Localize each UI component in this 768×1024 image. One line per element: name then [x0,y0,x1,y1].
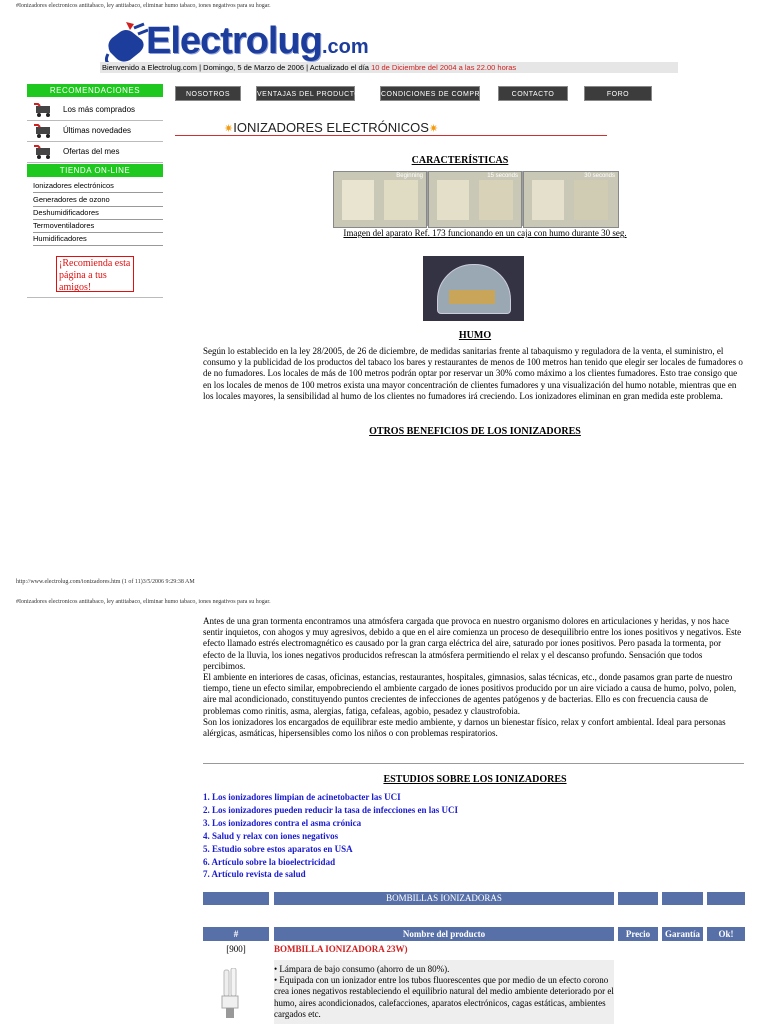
page-title: ✷IONIZADORES ELECTRÓNICOS✷ [224,120,439,135]
col-header-name: Nombre del producto [274,927,614,941]
nav-nosotros[interactable]: NOSOTROS [175,86,241,101]
col-header-price: Precio [618,927,658,941]
cart-icon [34,145,56,159]
star-icon: ✷ [224,123,234,135]
table-banner-cell [618,892,658,905]
shop-item-ozone[interactable]: Generadores de ozono [33,194,163,207]
sidebar-item-label: Ofertas del mes [63,147,120,156]
product-bullet: • Equipada con un ionizador entre los tubos fluorescentes que por medio de un efecto corono crea iones negativos restableciendo el equilibrio natural del medio ambiente deteriorado por el humo, aires acondicionados, calefacciones, aparatos electrónicos, cagas estáticas, ambientes cargados etc. [274,975,614,1019]
col-header-ref: # [203,927,269,941]
studies-list [203,791,458,881]
nav-contacto[interactable]: CONTACTO [498,86,568,101]
smoke-test-photo: Beginning 15 seconds 30 seconds [333,171,617,226]
sidebar-item-label: Últimas novedades [63,126,132,135]
col-header-ok: Ok! [707,927,745,941]
sidebar-item-best-sellers[interactable] [27,100,163,121]
study-link[interactable]: 7. Artículo revista de salud [203,869,306,880]
welcome-bar [100,62,678,73]
table-banner-cell [203,892,269,905]
table-banner-cell [707,892,745,905]
plug-logo-icon [104,22,148,66]
sidebar-divider [27,297,163,298]
print-header-title: #Ionizadores electronicos antitabaco, ley antitabaco, eliminar humo tabaco, iones negativos para su hogar. [16,3,271,9]
online-shop-header: TIENDA ON-LINE [27,164,163,177]
nav-ventajas[interactable]: VENTAJAS DEL PRODUCTO [256,86,355,101]
nav-condiciones[interactable]: CONDICIONES DE COMPRA [380,86,480,101]
shop-item-ionizers[interactable]: Ionizadores electrónicos [33,180,163,193]
sidebar-item-new[interactable] [27,121,163,142]
product-description [274,960,614,1024]
print-header-title: #Ionizadores electronicos antitabaco, ley antitabaco, eliminar humo tabaco, iones negativos para su hogar. [16,599,271,605]
updated-date: 10 de Diciembre del 2004 a las 22.00 horas [371,63,517,72]
nav-foro[interactable]: FORO [584,86,652,101]
smoke-heading: HUMO [458,330,492,341]
study-link[interactable]: 3. Los ionizadores contra el asma crónica [203,817,362,828]
studies-heading: ESTUDIOS SOBRE LOS IONIZADORES [383,774,567,785]
section-divider [203,763,744,764]
col-header-warranty: Garantía [662,927,703,941]
benefits-paragraph: Antes de una gran tormenta encontramos una atmósfera cargada que provoca en nuestro organismo dolores en articulaciones y heridas, y nos hace sentir inquietos, con ahogos y muy agresivos, debido a que en el aire comienza un proceso de desequilibrio entre los iones positivos y negativos. Este efecto llamado estrés electromagnético es causado por la gran carga eléctrica del aire, saturado por iones positivos. Pero pasada la tormenta, por efecto de la lluvia, los iones negativos producidos refrescan la atmósfera permitiendo el relax y el descanso profundo. Sensación que todos percibimos. [203,616,742,671]
features-heading: CARACTERÍSTICAS [411,155,509,166]
sidebar-item-offers[interactable] [27,142,163,163]
cart-icon [34,103,56,117]
study-link[interactable]: 1. Los ionizadores limpian de acinetobacter las UCI [203,792,401,802]
study-link[interactable]: 6. Artículo sobre la bioelectricidad [203,856,336,867]
title-underline [175,135,607,136]
study-link[interactable]: 4. Salud y relax con iones negativos [203,830,339,841]
ionizer-device-photo [423,256,524,321]
table-banner: BOMBILLAS IONIZADORAS [274,892,614,905]
sidebar-item-label: Los más comprados [63,105,136,114]
benefits-paragraph: El ambiente en interiores de casas, oficinas, estancias, restaurantes, hospitales, gimnasios, salas técnicas, etc., donde pasamos gran parte de nuestro tiempo, tiene un efecto similar, empobreciendo el ambiente cargado de iones positivos producido por un aire viciado a causa de humo, polvo, polen, aire mal acondicionado, constituyendo puntos crecientes de infecciones de agentes patógenos y de bacterias. Ello es con frecuencia causa de problemas como rinitis, asma, alergias, fatiga, cefaleas, agobio, pesadez y claustrofobia. [203,672,737,716]
site-logo-tld: .com [322,36,369,58]
cart-icon [34,124,56,138]
benefits-paragraph: Son los ionizadores los encargados de equilibrar este medio ambiente, y darnos un bienestar físico, relax y confort ambiental. Ideal para personas alérgicas, asmáticas, hipersensibles como los niños o con problemas respiratorios. [203,716,726,739]
photo-caption: Imagen del aparato Ref. 173 funcionando en un caja con humo durante 30 seg. [343,228,627,238]
recommend-page-link[interactable]: ¡Recomienda esta página a tus amigos! [56,256,134,292]
study-link[interactable]: 2. Los ionizadores pueden reducir la tasa de infecciones en las UCI [203,804,459,815]
site-logo-text[interactable]: Electrolug [146,20,322,62]
shop-item-dehumidifiers[interactable]: Deshumidificadores [33,207,163,220]
star-icon: ✷ [428,123,439,135]
welcome-text: Bienvenido a Electrolug.com | Domingo, 5 de Marzo de 2006 | Actualizado el día [102,63,372,72]
bulb-icon [218,968,246,1024]
product-name-link[interactable]: BOMBILLA IONIZADORA 23W) [274,944,408,954]
other-benefits-heading: OTROS BENEFICIOS DE LOS IONIZADORES [369,426,581,437]
table-banner-cell [662,892,703,905]
shop-item-heaters[interactable]: Termoventiladores [33,220,163,233]
product-bullet: • Lámpara de bajo consumo (ahorro de un 80%). [274,964,450,974]
smoke-paragraph: Según lo establecido en la ley 28/2005, de 26 de diciembre, de medidas sanitarias frente al tabaquismo y reguladora de la venta, el suministro, el consumo y la publicidad de los productos del tabaco los bares y restaurantes de menos de 100 metros han tenido que elegir ser locales de fumadores o de no fumadores. Los locales de más de 100 metros podrán optar por reservar un 30% como máximo a los clientes fumadores. Esto trae consigo que en los locales de menos de 100 metros exista una mayor concentración de clientes fumadores y una visualización del humo notable, mientras que en los locales mayores, la sensibilidad al humo de los clientes no fumadores irá creciendo. Los ionizadores eliminan en gran medida este problema. [203,346,743,401]
recommendations-header: RECOMENDACIONES [27,84,163,97]
shop-item-humidifiers[interactable]: Humidificadores [33,233,163,246]
benefits-text [203,616,743,739]
study-link[interactable]: 5. Estudio sobre estos aparatos en USA [203,843,353,854]
product-ref: [900] [226,944,246,954]
print-footer-url: http://www.electrolug.com/ionizadores.htm (1 of 11)3/5/2006 9:29:38 AM [16,579,195,585]
